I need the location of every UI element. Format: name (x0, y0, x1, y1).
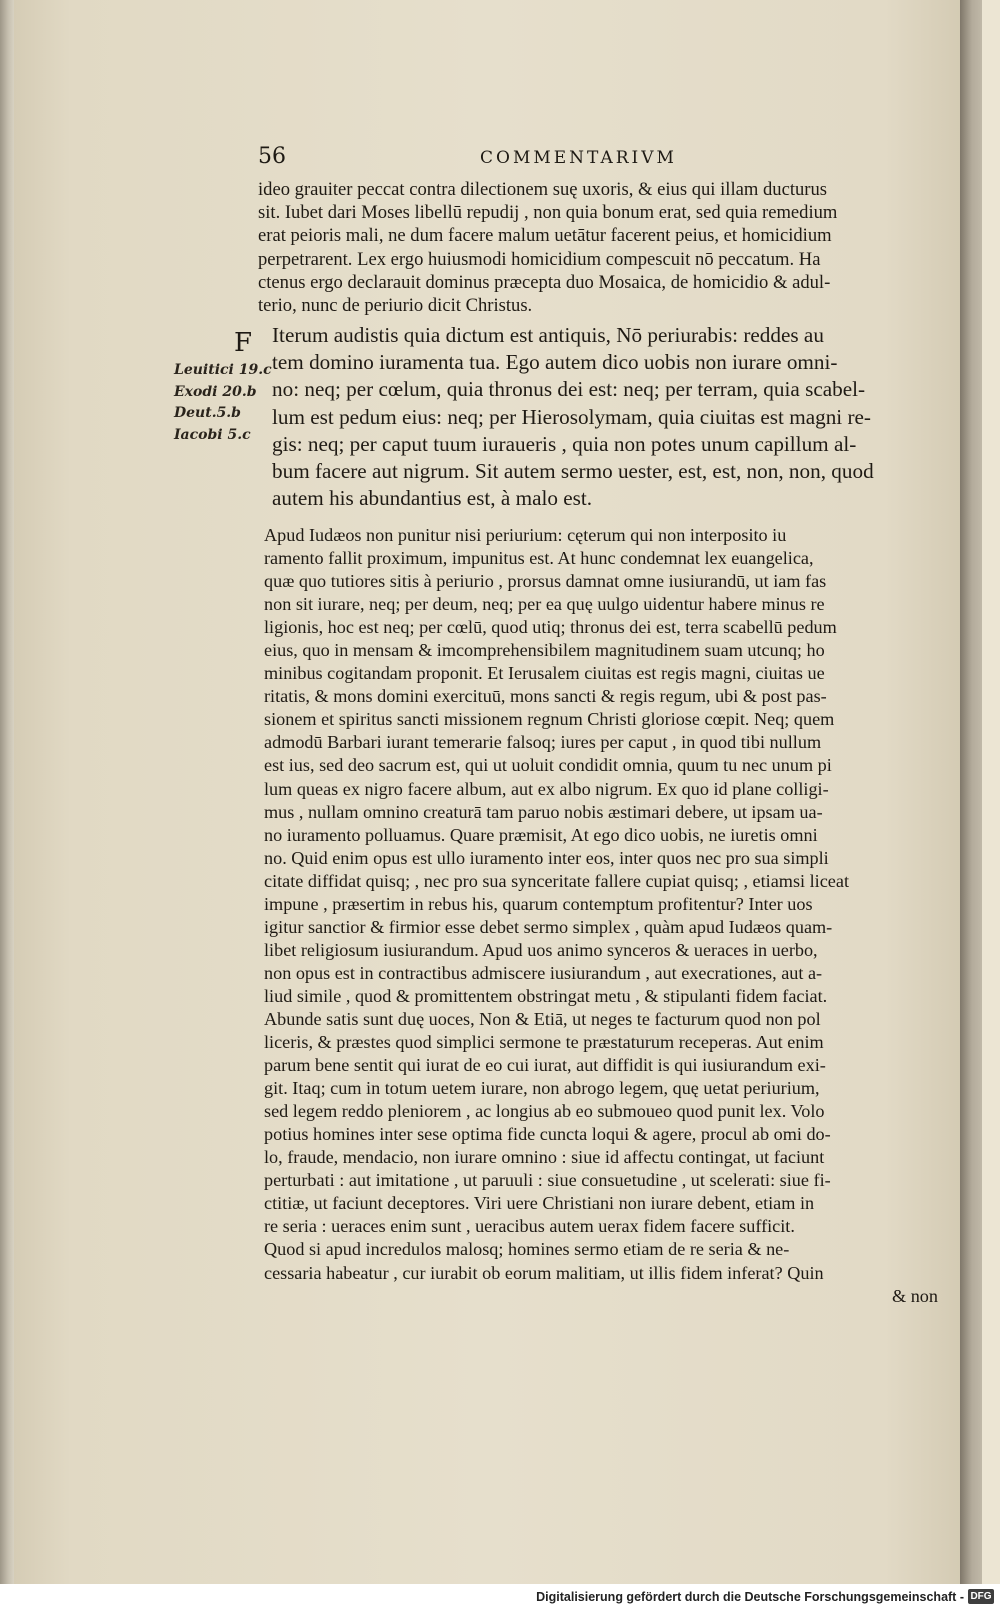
margin-references (174, 360, 272, 446)
commentary-line: ritatis, & mons domini exercituū, mons sancti & regis regum, ubi & post pas- (264, 686, 827, 707)
commentary-line: ligionis, hoc est neq; per cœlū, quod utiq; thronus dei est, terra scabellū pedum (264, 617, 837, 638)
commentary-line: perturbati : aut imitatione , ut paruuli : siue consuetudine , ut scelerati: siue fi- (264, 1170, 831, 1191)
left-page-edge (0, 0, 14, 1584)
commentary-line: cessaria habeatur , cur iurabit ob eorum malitiam, ut illis fidem inferat? Quin (264, 1262, 824, 1283)
commentary-line: sionem et spiritus sancti missionem regnum Christi gloriose cœpit. Neq; quem (264, 709, 835, 730)
margin-reference: Iacobi 5.c (174, 426, 251, 443)
commentary-line: Abunde satis sunt duę uoces, Non & Etiā, ut neges te facturum quod non pol (264, 1008, 821, 1029)
page-number: 56 (258, 144, 286, 169)
margin-reference: Leuitici 19.c (174, 362, 272, 378)
commentary-line: citate diffidat quisq; , nec pro sua synceritate fallere cupiat quisq; , etiamsi liceat (264, 870, 849, 891)
commentary-line: impune , præsertim in rebus his, quarum contemptum profitentur? Inter uos (264, 893, 813, 914)
text-line: ctenus ergo declarauit dominus præcepta duo Mosaica, de homicidio & adul- (258, 271, 831, 293)
passage-line: no: neq; per cœlum, quia thronus dei est: neq; per terram, quia scabel- (272, 377, 866, 402)
commentary-line: no iuramento polluamus. Quare præmisit, At ego dico uobis, ne iuretis omni (264, 824, 818, 845)
footer-credit: Digitalisierung gefördert durch die Deutsche Forschungsgemeinschaft - (536, 1590, 964, 1604)
dfg-logo: DFG (968, 1589, 994, 1604)
passage-line: tem domino iuramenta tua. Ego autem dico uobis non iurare omni- (272, 350, 838, 375)
page-header (258, 144, 938, 174)
commentary-line: minibus cogitandam proponit. Et Ierusalem ciuitas est regis magni, ciuitas ue (264, 663, 825, 684)
passage-line: autem his abundantius est, à malo est. (272, 486, 593, 511)
commentary-line: liud simile , quod & promittentem obstringat metu , & stipulanti fidem faciat. (264, 985, 828, 1006)
commentary-line: lo, fraude, mendacio, non iurare omnino : siue id affectu contingat, ut faciunt (264, 1147, 825, 1168)
passage-line: gis: neq; per caput tuum iuraueris , quia non potes unum capillum al- (272, 431, 857, 456)
running-head: COMMENTARIVM (480, 148, 677, 168)
text-line: terio, nunc de periurio dicit Christus. (258, 295, 533, 317)
commentary-line: Quod si apud incredulos malosq; homines sermo etiam de re seria & ne- (264, 1239, 790, 1260)
commentary-line: lum queas ex nigro facere album, aut ex albo nigrum. Ex quo id plane colligi- (264, 778, 829, 799)
commentary-line: parum bene sentit qui iurat de eo cui iurat, aut diffidit is qui iusiurandum exi- (264, 1055, 826, 1076)
passage-line: Iterum audistis quia dictum est antiquis, Nō periurabis: reddes au (272, 323, 824, 347)
text-line: erat peioris mali, ne dum facere malum uetātur facerent peius, et homicidium (258, 225, 832, 247)
commentary-line: potius homines inter sese optima fide cuncta loqui & agere, procul ab omi do- (264, 1124, 831, 1145)
commentary-line: re seria : ueraces enim sunt , ueracibus autem uerax fidem facere sufficit. (264, 1216, 795, 1237)
commentary-line: Apud Iudæos non punitur nisi periurium: cęterum qui non interposito iu (264, 525, 787, 545)
commentary-line: sed legem reddo pleniorem , ac longius ab eo submoueo quod punit lex. Volo (264, 1101, 825, 1122)
commentary-line: ctitiæ, ut faciunt deceptores. Viri uere Christiani non iurare debent, etiam in (264, 1193, 815, 1214)
commentary-line: igitur sanctior & firmior esse debet sermo simplex , quàm apud Iudæos quam- (264, 916, 833, 937)
commentary-line: est ius, sed deo sacrum est, qui ut uoluit condidit omnia, quum tu nec unum pi (264, 755, 832, 776)
right-page-edge (960, 0, 1000, 1584)
commentary-line: ramento fallit proximum, impunitus est. At hunc condemnat lex euangelica, (264, 548, 814, 569)
commentary-block (264, 524, 948, 1308)
margin-reference: Deut.5.b (174, 405, 241, 421)
commentary-line: mus , nullam omnino creaturā tam paruo nobis æstimari debere, ut ipsam ua- (264, 801, 823, 822)
commentary-line: no. Quid enim opus est ullo iuramento inter eos, inter quos nec pro sua simpli (264, 847, 829, 868)
text-line: perpetrarent. Lex ergo huiusmodi homicidium compescuit nō peccatum. Ha (258, 248, 821, 270)
commentary-line: eius, quo in mensam & imcomprehensibilem magnitudinem suam utcunq; ho (264, 640, 825, 661)
commentary-line: quæ quo tutiores sitis à periurio , prorsus damnat omne iusiurandū, ut iam fas (264, 571, 827, 592)
text-block-continuation (258, 178, 948, 317)
commentary-line: git. Itaq; cum in totum uetem iurare, non abrogo legem, quę uetat periurium, (264, 1078, 820, 1099)
commentary-line: libet religiosum iusiurandum. Apud uos animo synceros & ueraces in uerbo, (264, 939, 818, 960)
commentary-line: & non (892, 1285, 938, 1306)
text-line: sit. Iubet dari Moses libellū repudij , non quia bonum erat, sed quia remedium (258, 202, 838, 224)
commentary-line: liceris, & præstes quod simplici sermone te præstaturum receperas. Aut enim (264, 1032, 824, 1053)
digitization-footer (0, 1584, 1000, 1612)
margin-reference: Exodi 20.b (174, 383, 257, 400)
passage-line: bum facere aut nigrum. Sit autem sermo uester, est, est, non, non, quod (272, 459, 874, 484)
commentary-line: admodū Barbari iurant temerarie falsoq; iures per caput , in quod tibi nullum (264, 732, 822, 753)
commentary-line: non sit iurare, neq; per deum, neq; per ea quę uulgo uidentur habere minus re (264, 594, 825, 615)
commentary-line: non opus est in contractibus admiscere iusiurandum , aut execrationes, aut a- (264, 962, 823, 983)
text-line: ideo grauiter peccat contra dilectionem suę uxoris, & eius qui illam ducturus (258, 179, 828, 200)
scripture-passage (272, 322, 948, 512)
paragraph-marker: F (234, 328, 253, 358)
passage-line: lum est pedum eius: neq; per Hierosolymam, quia ciuitas est magni re- (272, 404, 871, 429)
